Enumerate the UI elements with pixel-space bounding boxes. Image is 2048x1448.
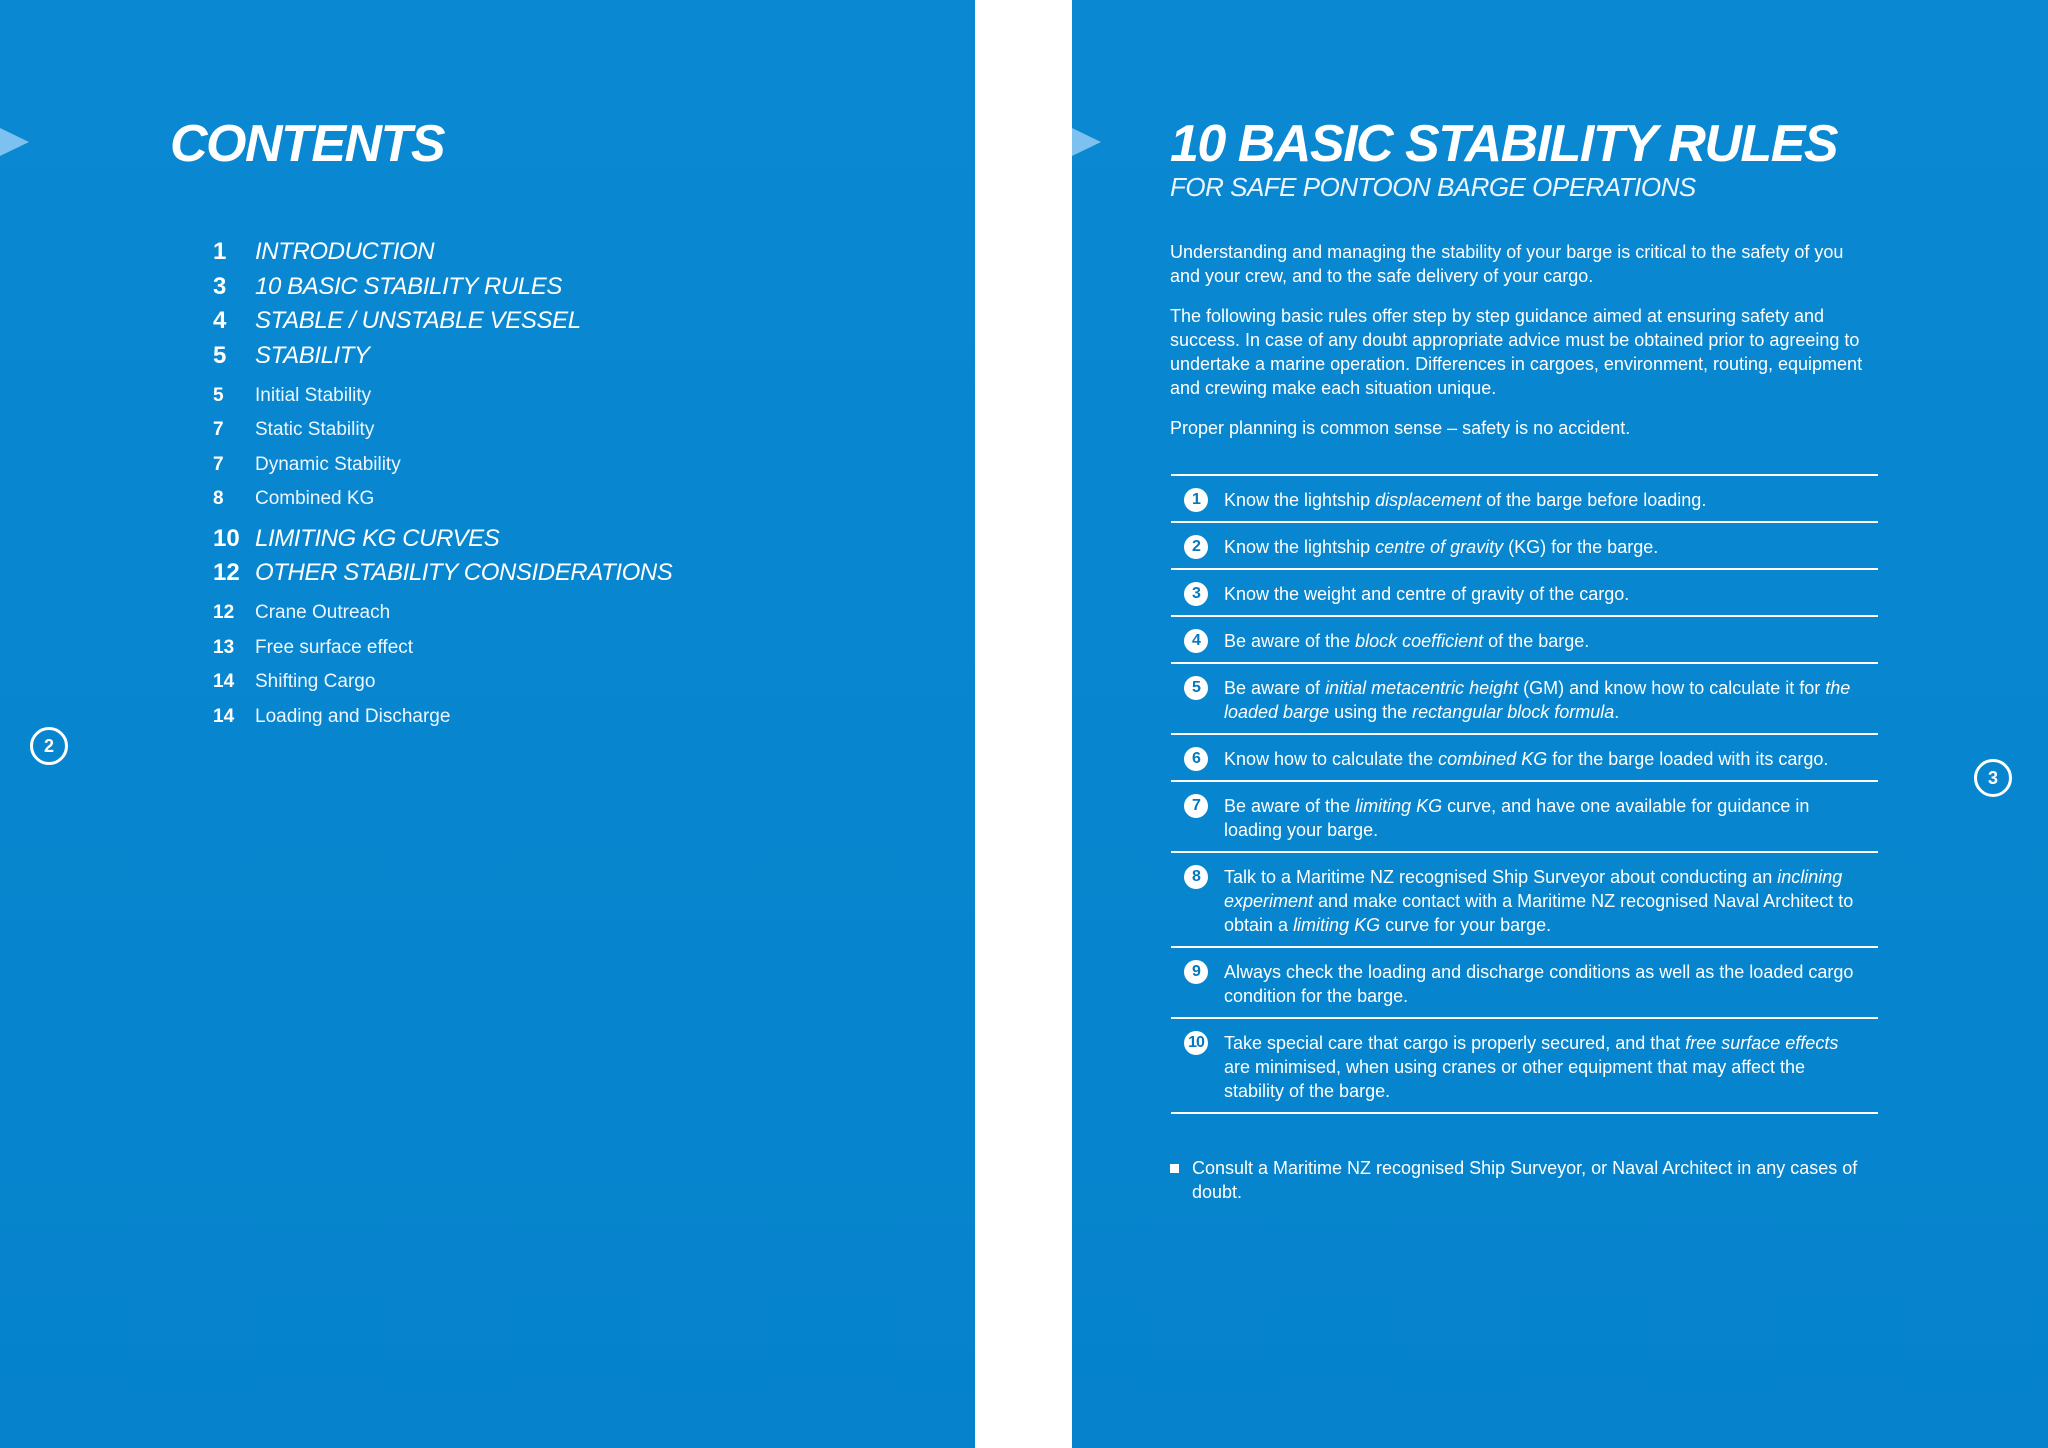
rule-text-segment: Be aware of <box>1224 678 1326 698</box>
rule-text <box>1224 582 1878 606</box>
toc-page-number: 14 <box>213 671 235 693</box>
toc-label: Loading and Discharge <box>255 705 451 727</box>
rule-item <box>1171 476 1878 523</box>
rule-text <box>1224 794 1878 842</box>
toc-page-number: 12 <box>213 602 235 624</box>
rule-text-segment: Always check the loading and discharge conditions as well as the loaded cargo condition for the barge. <box>1224 962 1854 1006</box>
rule-emphasis: block coefficient <box>1355 631 1484 651</box>
rule-emphasis: combined KG <box>1438 749 1548 769</box>
rule-emphasis: limiting KG <box>1355 796 1443 816</box>
toc-page-number: 10 <box>213 524 240 552</box>
toc-label: Static Stability <box>255 419 375 441</box>
toc-label: LIMITING KG CURVES <box>255 524 500 552</box>
rule-text-segment: Know the lightship <box>1224 490 1376 510</box>
page-number-badge: 2 <box>30 727 68 765</box>
rule-emphasis: displacement <box>1375 490 1482 510</box>
page-title: CONTENTS <box>170 115 444 173</box>
rule-text-segment: curve, and have one available for guidance in loading your barge. <box>1224 796 1810 840</box>
toc-page-number: 1 <box>213 238 227 265</box>
toc-item[interactable] <box>213 413 913 448</box>
toc-label: 10 BASIC STABILITY RULES <box>255 272 562 300</box>
rule-emphasis: initial metacentric height <box>1325 678 1519 698</box>
toc-page-number: 5 <box>213 384 224 406</box>
rule-number-badge: 5 <box>1184 676 1208 700</box>
toc-item[interactable] <box>213 482 913 517</box>
toc-label: Free surface effect <box>255 636 414 658</box>
intro-paragraph: Understanding and managing the stability of your barge is critical to the safety of you and your crew, and to the safe delivery of your cargo. <box>1170 242 1844 286</box>
rule-item <box>1171 664 1878 735</box>
toc-item[interactable] <box>213 448 913 483</box>
rule-item <box>1171 570 1878 617</box>
rule-number-badge: 1 <box>1184 488 1208 512</box>
toc-label: Combined KG <box>255 488 375 510</box>
rule-text <box>1224 488 1878 512</box>
rule-emphasis: rectangular block formula <box>1412 702 1615 722</box>
toc-item[interactable] <box>213 522 913 557</box>
toc-page-number: 14 <box>213 705 235 727</box>
intro-paragraph: The following basic rules offer step by step guidance aimed at ensuring safety and success. In case of any doubt appropriate advice must be obtained prior to agreeing to undertake a marine operation. Differences in cargoes, environment, routing, equipment and crewing make each situation unique. <box>1170 306 1863 398</box>
rule-text-segment: Be aware of the <box>1224 631 1356 651</box>
rule-item <box>1171 1019 1878 1114</box>
rule-text <box>1224 1031 1878 1103</box>
arrow-marker-icon <box>0 128 29 156</box>
arrow-marker-icon <box>1072 128 1101 156</box>
rule-text-segment: Be aware of the <box>1224 796 1356 816</box>
rule-text-segment: using the <box>1329 702 1413 722</box>
toc-label: Crane Outreach <box>255 602 391 624</box>
rule-number-badge: 7 <box>1184 794 1208 818</box>
rule-text <box>1224 960 1878 1008</box>
rule-number-badge: 10 <box>1184 1031 1208 1055</box>
rule-item <box>1171 782 1878 853</box>
toc-page-number: 4 <box>213 307 227 335</box>
toc-label: Shifting Cargo <box>255 671 376 693</box>
rule-text <box>1224 629 1878 653</box>
toc-page-number: 12 <box>213 559 240 587</box>
rule-text <box>1224 865 1878 937</box>
rule-text-segment: curve for your barge. <box>1380 915 1552 935</box>
toc-item[interactable] <box>213 304 913 339</box>
rule-emphasis: limiting KG <box>1293 915 1381 935</box>
rule-item <box>1171 735 1878 782</box>
square-bullet-icon <box>1170 1164 1179 1173</box>
rule-text <box>1224 747 1878 771</box>
table-of-contents <box>213 235 913 734</box>
rule-text-segment: Know how to calculate the <box>1224 749 1439 769</box>
consult-note <box>1170 1156 1875 1204</box>
toc-page-number: 13 <box>213 636 235 658</box>
rule-text-segment: Take special care that cargo is properly secured, and that <box>1224 1033 1686 1053</box>
rule-emphasis: free surface effects <box>1685 1033 1839 1053</box>
rule-text-segment: and make contact with a Maritime NZ recognised Naval Architect to obtain a <box>1224 891 1854 935</box>
rules-title: 10 BASIC STABILITY RULES <box>1170 115 1838 173</box>
rule-number-badge: 3 <box>1184 582 1208 606</box>
rule-text <box>1224 535 1878 559</box>
toc-page-number: 3 <box>213 272 227 300</box>
rules-subtitle: FOR SAFE PONTOON BARGE OPERATIONS <box>1170 172 1696 202</box>
toc-label: INTRODUCTION <box>255 238 435 265</box>
rule-text-segment: of the barge. <box>1483 631 1590 651</box>
intro-paragraph: Proper planning is common sense – safety is no accident. <box>1170 418 1631 438</box>
toc-item[interactable] <box>213 270 913 305</box>
rule-number-badge: 9 <box>1184 960 1208 984</box>
note-text: Consult a Maritime NZ recognised Ship Surveyor, or Naval Architect in any cases of doubt. <box>1192 1158 1858 1202</box>
rule-text-segment: (GM) and know how to calculate it for <box>1518 678 1826 698</box>
rule-number-badge: 8 <box>1184 865 1208 889</box>
page-number-badge: 3 <box>1974 759 2012 797</box>
toc-page-number: 7 <box>213 419 224 441</box>
toc-label: Dynamic Stability <box>255 453 401 475</box>
toc-label: Initial Stability <box>255 384 372 406</box>
rule-text-segment: (KG) for the barge. <box>1503 537 1659 557</box>
toc-item[interactable] <box>213 379 913 414</box>
rule-number-badge: 6 <box>1184 747 1208 771</box>
rule-text-segment: Know the lightship <box>1224 537 1376 557</box>
toc-item[interactable] <box>213 235 913 270</box>
toc-item[interactable] <box>213 596 913 631</box>
rule-text-segment: are minimised, when using cranes or other equipment that may affect the stability of the barge. <box>1224 1057 1805 1101</box>
rule-item <box>1171 523 1878 570</box>
rules-list <box>1171 474 1878 1114</box>
rule-emphasis: the loaded barge <box>1224 678 1851 722</box>
rule-text <box>1224 676 1878 724</box>
rule-number-badge: 4 <box>1184 629 1208 653</box>
rule-text-segment: of the barge before loading. <box>1481 490 1707 510</box>
toc-item[interactable] <box>213 556 913 591</box>
toc-page-number: 8 <box>213 488 224 510</box>
rule-text-segment: Talk to a Maritime NZ recognised Ship Surveyor about conducting an <box>1224 867 1778 887</box>
rule-text-segment: Know the weight and centre of gravity of the cargo. <box>1224 584 1630 604</box>
rule-emphasis: centre of gravity <box>1375 537 1504 557</box>
toc-page-number: 5 <box>213 342 227 370</box>
toc-label: OTHER STABILITY CONSIDERATIONS <box>255 559 673 587</box>
rule-text-segment: . <box>1614 702 1620 722</box>
toc-item[interactable] <box>213 665 913 700</box>
toc-page-number: 7 <box>213 453 224 475</box>
toc-item[interactable] <box>213 631 913 666</box>
rule-item <box>1171 617 1878 664</box>
toc-item[interactable] <box>213 339 913 374</box>
toc-item[interactable] <box>213 700 913 735</box>
intro-text <box>1170 240 1875 456</box>
toc-label: STABLE / UNSTABLE VESSEL <box>255 307 581 335</box>
left-page <box>0 0 975 1448</box>
rule-item <box>1171 948 1878 1019</box>
rule-emphasis: inclining experiment <box>1224 867 1843 911</box>
rule-number-badge: 2 <box>1184 535 1208 559</box>
toc-label: STABILITY <box>255 342 370 370</box>
rule-text-segment: for the barge loaded with its cargo. <box>1547 749 1829 769</box>
rule-item <box>1171 853 1878 948</box>
